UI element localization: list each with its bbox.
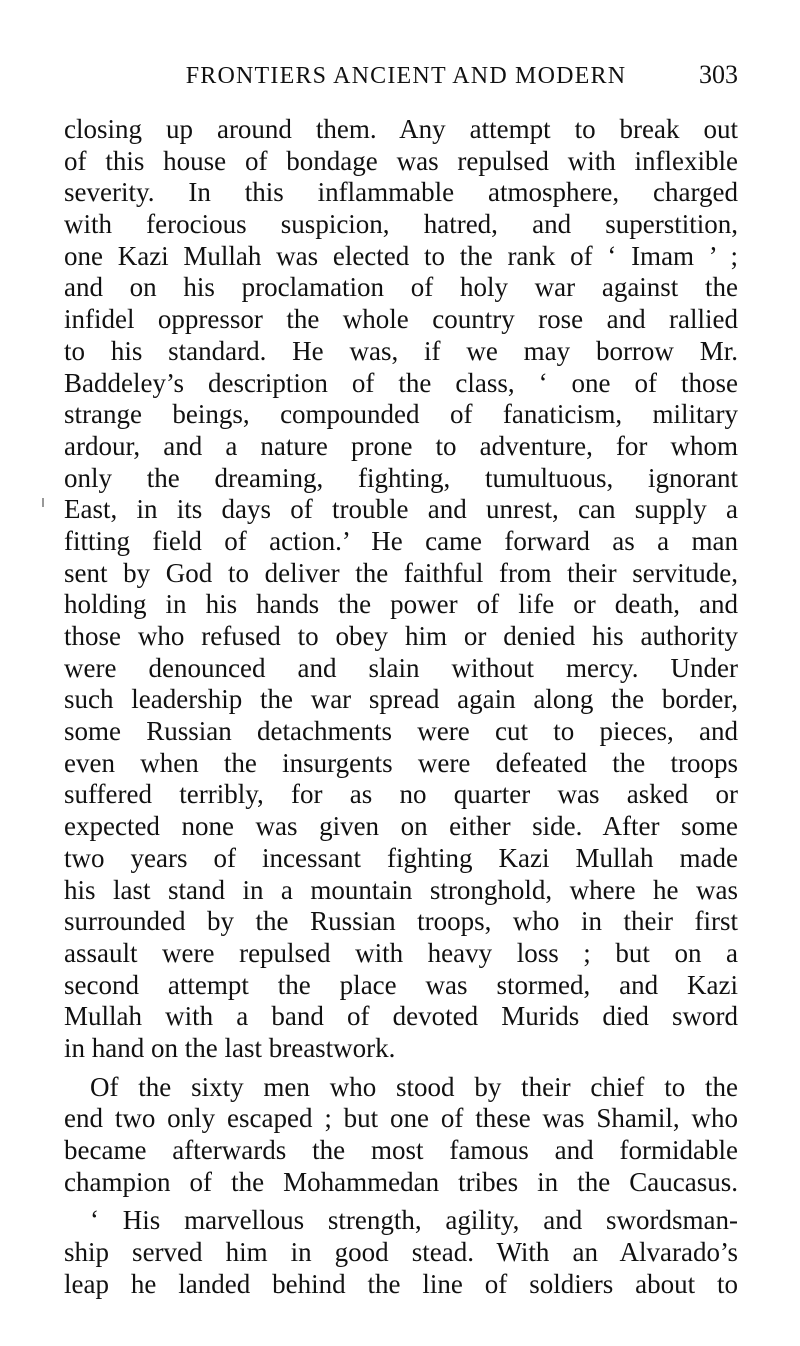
text-line: such leadership the war spread again along the border, (64, 684, 738, 715)
paragraph-gap (64, 1198, 738, 1205)
text-line: fitting field of action.’ He came forward as a man (64, 525, 738, 556)
text-line: one Kazi Mullah was elected to the rank of ‘ Imam ’ ; (64, 240, 738, 271)
text-line: those who refused to obey him or denied his authority (64, 621, 738, 651)
body-text (64, 114, 738, 1300)
text-line: only the dreaming, fighting, tumultuous, ignorant (64, 462, 738, 493)
paragraph-gap (64, 1065, 738, 1072)
text-line: assault were repulsed with heavy loss ; but on a (64, 937, 738, 968)
text-line: champion of the Mohammedan tribes in the Caucasus. (64, 1166, 738, 1197)
running-head: FRONTIERS ANCIENT AND MODERN (185, 63, 627, 89)
text-line: in hand on the last breastwork. (64, 1032, 396, 1063)
text-line: infidel oppressor the whole country rose and rallied (64, 304, 738, 335)
text-line: to his standard. He was, if we may borrow Mr. (64, 335, 738, 366)
text-line: severity. In this inflammable atmosphere, charged (64, 177, 738, 208)
text-line: and on his proclamation of holy war against the (64, 272, 738, 303)
text-line: ardour, and a nature prone to adventure, for whom (64, 430, 738, 461)
text-line: leap he landed behind the line of soldiers about to (64, 1268, 738, 1299)
text-line: of this house of bondage was repulsed with inflexible (64, 145, 738, 176)
text-line: his last stand in a mountain stronghold, where he was (64, 874, 738, 905)
text-line: sent by God to deliver the faithful from their servitude, (64, 557, 738, 588)
text-line: surrounded by the Russian troops, who in their first (64, 906, 738, 937)
text-line: with ferocious suspicion, hatred, and superstition, (64, 209, 738, 240)
text-line: Of the sixty men who stood by their chief to the (90, 1071, 738, 1102)
text-line: expected none was given on either side. After some (64, 811, 738, 842)
text-line: were denounced and slain without mercy. Under (64, 652, 738, 683)
paragraph (64, 1072, 738, 1199)
text-line: ship served him in good stead. With an Alvarado’s (64, 1237, 738, 1268)
text-line: even when the insurgents were defeated the troops (64, 747, 738, 778)
page-header (64, 60, 738, 96)
text-line: closing up around them. Any attempt to break out (64, 114, 738, 144)
paragraph (64, 114, 738, 1065)
margin-mark (42, 498, 44, 507)
text-line: strange beings, compounded of fanaticism, military (64, 399, 738, 430)
text-line: became afterwards the most famous and formidable (64, 1135, 738, 1165)
paragraph (64, 1205, 738, 1300)
text-line: two years of incessant fighting Kazi Mullah made (64, 842, 738, 873)
text-line: Mullah with a band of devoted Murids died sword (64, 1001, 738, 1032)
text-line: second attempt the place was stormed, and Kazi (64, 969, 738, 1000)
page-number: 303 (699, 60, 738, 89)
text-line: end two only escaped ; but one of these was Shamil, who (64, 1103, 738, 1134)
text-line: East, in its days of trouble and unrest, can supply a (64, 494, 738, 525)
text-line: holding in his hands the power of life or death, and (64, 589, 738, 620)
text-line: some Russian detachments were cut to pieces, and (64, 716, 738, 747)
text-line: suffered terribly, for as no quarter was asked or (64, 779, 738, 810)
text-line: Baddeley’s description of the class, ‘ one of those (64, 367, 738, 398)
text-line: ‘ His marvellous strength, agility, and swordsman- (90, 1205, 738, 1236)
